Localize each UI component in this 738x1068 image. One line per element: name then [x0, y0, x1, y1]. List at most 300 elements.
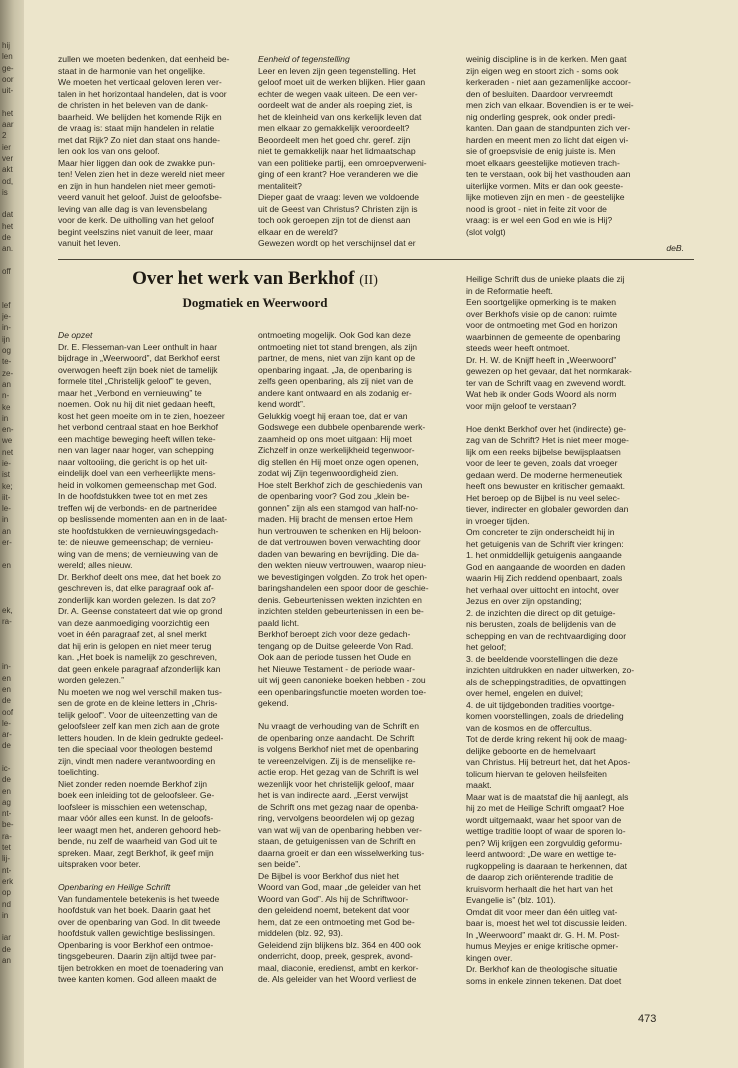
strip-fragment	[2, 289, 22, 300]
article-title-text: Over het werk van Berkhof	[132, 268, 355, 289]
text-line: weinig discipline is in de kerken. Men gaat	[466, 54, 627, 64]
text-line: de christen in het beleven van de dank-	[58, 100, 209, 110]
strip-fragment: in	[2, 413, 9, 423]
strip-fragment	[2, 548, 22, 559]
text-line: moet elkaars geestelijke motieven trach-	[466, 157, 620, 168]
text-line: Geleidend zijn blijkens blz. 364 en 400 ook	[258, 939, 421, 950]
text-line: tingsgebeuren. Daarin zijn altijd twee par-	[58, 951, 217, 961]
text-line: de openbaring onze aandacht. De Schrift	[258, 732, 415, 743]
text-line: het verhaal over uittocht en intocht, over	[466, 584, 619, 595]
text-line: wettige traditie loopt of waar de sporen lo-	[466, 826, 626, 836]
text-line: op beslissende momenten aan en in de laat-	[58, 514, 228, 524]
strip-fragment: de	[2, 696, 11, 706]
text-line: Openbaring is voor Berkhof een ontmoe-	[58, 939, 214, 950]
text-line: 4. de uit tijdgebonden tradities voortge-	[466, 699, 615, 710]
text-line: kruisvorm herhaalt die het hart van het	[466, 883, 613, 894]
text-line: te vereenzelvigen. Zij is de menselijke re-	[258, 755, 416, 766]
text-line: echter de wegen vaak uiteen. De een ver-	[258, 88, 418, 99]
text-line: we bevestigingen volgden. Zo trok het open-	[258, 571, 428, 582]
top-column-1	[58, 54, 258, 250]
strip-fragment: het	[2, 108, 14, 118]
text-line: zaamheid op ons moet uitgaan: Hij moet	[258, 433, 412, 444]
strip-fragment	[2, 650, 22, 661]
text-line: het getuigenis van de Schrift vier kringen:	[466, 538, 624, 549]
text-line: maar het „Verbond en vernieuwing” te	[58, 387, 202, 398]
strip-fragment: le-	[2, 504, 11, 514]
text-line: Van fundamentele betekenis is het tweede	[58, 893, 220, 904]
strip-fragment: ra-	[2, 617, 12, 627]
text-line: actie erop. Het gezag van de Schrift is wel	[258, 767, 419, 777]
strip-fragment: ic-	[2, 764, 11, 773]
text-line: ring, vervolgens beoordelen wij op gezag	[258, 813, 415, 823]
text-line: waarin Hij Zich reddend openbaart, zoals	[466, 573, 623, 583]
text-line: het verbond centraal staat en hoe Berkhof	[58, 422, 219, 432]
strip-fragment: op	[2, 888, 11, 898]
text-line: naar voltooiing, die gericht is op het uit-	[58, 456, 208, 467]
text-line: in de Reformatie heeft.	[466, 285, 553, 296]
text-line: humus Meyjes er enige kritische opmer-	[466, 941, 619, 951]
text-line: elkaar en de wereld?	[258, 226, 338, 237]
strip-fragment: ier	[2, 142, 11, 152]
text-line: maal, diaconie, eredienst, ambt en kerkor-	[258, 962, 419, 973]
text-line: veerd vanuit het geloof. Juist de geloofsbe-	[58, 192, 222, 202]
text-line: geloofsleer zelf kan men zich aan de grote	[58, 721, 220, 731]
text-line: mentaliteit?	[258, 180, 302, 191]
page-number: 473	[638, 1013, 657, 1025]
text-line: maakt.	[466, 780, 492, 790]
text-line: van wat wij van de openbaring hebben ver-	[258, 824, 422, 835]
strip-fragment: le-	[2, 718, 11, 728]
text-line: Het beroep op de Bijbel is nu veel selec-	[466, 492, 620, 503]
strip-fragment: ke;	[2, 481, 13, 491]
strip-fragment: akt	[2, 165, 13, 175]
strip-fragment	[2, 627, 22, 638]
text-line: lijk om een reeks bijbelse bewijsplaatsen	[466, 446, 621, 457]
text-line: openbaring ingaat. „Ja, de openbaring is	[258, 364, 412, 375]
text-line: Gelukkig voegt hij eraan toe, dat er van	[258, 410, 408, 421]
text-line: andere kant ontwaard en als zodanig er-	[258, 387, 412, 398]
strip-fragment: erk	[2, 876, 14, 886]
text-line: gewezen op het gevaar, dat het normkarak-	[466, 366, 632, 376]
text-line: voet in één paragraaf zet, al snel merkt	[58, 629, 207, 639]
text-line: het Nieuwe Testament - de periode waar-	[258, 663, 415, 674]
text-line: oordeelt wat de ander als roeping ziet, is	[258, 100, 413, 110]
text-line: over de openbaring van God. In dit tweede	[58, 916, 221, 927]
strip-fragment: in	[2, 910, 9, 920]
text-line: Evangelie is” (blz. 101).	[466, 895, 556, 905]
text-line: ontmoeting mogelijk. Ook God kan deze	[258, 330, 411, 340]
article-column-2	[258, 330, 458, 986]
text-line: met dat Rijk? Zo niet dan staat ons hande-	[58, 134, 220, 145]
strip-fragment: en	[2, 786, 11, 796]
text-line: geloof moet uit de werken blijken. Hier gaan	[258, 77, 426, 87]
strip-fragment: ie-	[2, 458, 11, 468]
strip-fragment: an	[2, 956, 11, 966]
text-line: bende, nu zelf de waarheid van God uit te	[58, 836, 218, 846]
strip-fragment: en	[2, 560, 11, 570]
text-line: zijn eigen weg en stoort zich - soms ook	[466, 65, 619, 76]
text-line: daarna groeit er dan een wisselwerking tus-	[258, 847, 425, 858]
text-line: Jezus en over zijn opstanding;	[466, 596, 582, 606]
text-line: heid in volkomen gemeenschap met God.	[58, 479, 217, 490]
text-line: men zich van elkaar. Bovendien is er te wei-	[466, 100, 634, 110]
text-line: staan, de getuigenissen van de Schrift en	[258, 836, 416, 846]
text-line: voor de ontmoeting met God en horizon	[466, 320, 618, 330]
text-line: delijke geboorte en de hemelvaart	[466, 745, 596, 756]
text-line: Zichzelf in onze werkelijkheid tegenwoor-	[258, 445, 415, 455]
strip-fragment	[2, 582, 22, 593]
text-line: geschreven is, dat elke paragraaf ook af-	[58, 583, 214, 593]
strip-fragment: nt-	[2, 865, 12, 875]
text-line: nig onderling gesprek, ook onder predi-	[466, 111, 616, 122]
strip-fragment: de	[2, 741, 11, 751]
top-column-3	[466, 54, 684, 238]
text-line: Woord van God”. Als hij de Schriftwoor-	[258, 893, 409, 904]
strip-fragment: ver	[2, 153, 14, 163]
article-subtitle: Dogmatiek en Weerwoord	[182, 295, 328, 310]
text-line: maar vóór alles een kunst. In de geloofs-	[58, 813, 214, 823]
text-line: van Christus. Hij betreurt het, dat het Apos-	[466, 757, 631, 767]
text-line: Maar wat is de maatstaf die hij aanlegt, als	[466, 791, 629, 802]
strip-fragment	[2, 571, 22, 582]
text-line: paald licht.	[258, 617, 300, 628]
text-line: rugkoppeling is daaraan te herkennen, dat	[466, 860, 628, 871]
text-line: Gewezen wordt op het verschijnsel dat er	[258, 238, 416, 248]
text-line: het de kleinheid van ons kerkelijk leven dat	[258, 111, 422, 122]
strip-fragment: in-	[2, 323, 11, 333]
text-line: ten te verstaan, ook bij het vasthouden aan	[466, 169, 631, 179]
text-line: leving van alle dag is van levensbelang	[58, 203, 208, 214]
strip-fragment: ra-	[2, 831, 12, 841]
text-line: len ook los van ons geloof.	[58, 146, 160, 156]
text-line: uit de Geest van Christus? Christen zijn is	[258, 203, 418, 214]
strip-fragment: 2	[2, 131, 7, 141]
text-line: kingen over.	[466, 952, 513, 963]
strip-fragment: en	[2, 673, 11, 683]
text-line: formele titel „Christelijk geloof” te geven,	[58, 376, 212, 386]
text-line: 3. de beeldende voorstellingen die deze	[466, 653, 618, 664]
text-line: Dr. H. W. de Knijff heeft in „Weerwoord”	[466, 354, 617, 365]
text-line: Woord van God, maar „de geleider van het	[258, 882, 421, 892]
text-line: sen de grote en de kleine letters in „Chris-	[58, 698, 218, 708]
text-line: dat hij erin is gelopen en niet meer terug	[58, 640, 212, 651]
strip-fragment	[2, 639, 22, 650]
text-line: komen voorstellingen, zoals de driedeling	[466, 711, 624, 721]
text-line: de dat vertrouwen boven verwachting door	[258, 537, 421, 547]
text-line: denis. Gebeurtenissen wekten inzichten en	[258, 594, 422, 605]
text-line: Dr. Berkhof deelt ons mee, dat het boek zo	[58, 571, 221, 582]
strip-fragment: aar	[2, 120, 14, 130]
strip-fragment	[2, 255, 22, 266]
text-line: nen van lager naar hoger, van schepping	[58, 445, 214, 455]
strip-fragment: lef	[2, 300, 11, 310]
strip-fragment: tet	[2, 843, 11, 853]
text-line: de vraag is: staat mijn handelen in relatie	[58, 123, 215, 133]
text-line: leer waagt men het, anderen gehoord heb-	[58, 824, 221, 835]
text-line: Een soortgelijke opmerking is te maken	[466, 297, 616, 307]
strip-fragment: ek,	[2, 605, 13, 615]
strip-fragment: hij	[2, 41, 11, 50]
text-line: inzichten uitdrukken en nader uitwerken, zo-	[466, 665, 635, 675]
text-line: ste hoofdstukken de vernieuwingsgedach-	[58, 525, 219, 536]
strip-fragment: oor	[2, 74, 14, 84]
text-line: nood is groot - niet in feite zit voor de	[466, 203, 607, 214]
strip-fragment: je-	[2, 312, 11, 322]
text-line: eindelijk doel van een verheerlijkte mens-	[58, 468, 216, 478]
text-line: toch ook geroepen zijn tot de dienst aan	[258, 215, 411, 225]
strip-fragment: ke	[2, 402, 11, 412]
strip-fragment: og	[2, 346, 11, 356]
strip-fragment: het	[2, 221, 14, 231]
strip-fragment: len	[2, 52, 13, 62]
article-column-3	[466, 274, 684, 987]
text-line: zag van de Schrift? Het is niet meer moge-	[466, 435, 629, 445]
strip-fragment: dat	[2, 210, 14, 220]
text-line: als de scheppingstradities, de opvattingen	[466, 676, 627, 687]
strip-fragment: net	[2, 447, 14, 457]
strip-fragment: lij-	[2, 854, 10, 864]
text-line: de Schrift ons met gezag naar de openba-	[258, 801, 419, 812]
strip-fragment: er-	[2, 538, 12, 548]
text-line: de. Als geleider van het Woord verliest de	[258, 974, 417, 984]
text-line: Berkhof beroept zich voor deze gedach-	[258, 629, 411, 639]
text-line: van de kosmos en de offercultus.	[466, 722, 592, 733]
text-line: pen? Wij krijgen een zorgvuldig geformu-	[466, 837, 623, 848]
text-line: en zijn in hun handelen niet meer gemoti-	[58, 180, 216, 191]
text-line: zullen we moeten bedenken, dat eenheid be-	[58, 54, 230, 64]
text-line: staat in de harmonie van het ongelijke.	[58, 65, 206, 76]
text-line: een openbaringsfunctie moeten worden toe-	[258, 686, 427, 697]
text-line: vanuit het leven.	[58, 238, 121, 248]
text-line: soms in enkele zinnen tekenen. Dat doet	[466, 975, 622, 986]
text-line: 1. het onmiddellijk getuigenis aangaande	[466, 550, 622, 560]
text-line: We moeten het verticaal geloven leren ver-	[58, 77, 222, 87]
text-line: ter van de Schrift vaag en zwevend wordt.	[466, 377, 627, 388]
strip-fragment: oof	[2, 707, 14, 717]
strip-fragment	[2, 198, 22, 209]
text-line: daden van bewaring en bevrijding. Die da-	[258, 548, 419, 559]
text-line	[58, 871, 258, 883]
text-line: gekend.	[258, 698, 289, 708]
text-line: het is van indirecte aard. „Eerst verwijst	[258, 790, 408, 800]
text-line: Nu moeten we nog wel verschil maken tus-	[58, 686, 222, 697]
text-line: nis berusten, zoals de belijdenis van de	[466, 619, 617, 629]
text-line: den of besluiten. Daardoor vervreemdt	[466, 88, 613, 99]
strip-fragment: an	[2, 379, 11, 389]
text-line: is volgens Berkhof niet met de openbaring	[258, 744, 419, 754]
strip-fragment: ar-	[2, 730, 12, 740]
text-line: Heilige Schrift dus de unieke plaats die zij	[466, 274, 625, 284]
text-line: noemen. Ook nu hij dit niet gedaan heeft,	[58, 399, 216, 409]
text-line: Hoe stelt Berkhof zich de geschiedenis van	[258, 479, 423, 490]
strip-fragment: te-	[2, 357, 12, 367]
text-line: (slot volgt)	[466, 226, 506, 237]
text-line: God en aangaande de woorden en daden	[466, 561, 626, 572]
text-line: worden gelezen.”	[58, 675, 124, 685]
strip-fragment: ijn	[2, 334, 11, 344]
article-column-1	[58, 330, 258, 986]
text-line: heeft ons bewuster en kritischer gemaakt.	[466, 481, 626, 491]
text-line: Hoe denkt Berkhof over het (indirecte) ge-	[466, 423, 627, 434]
text-line: overwogen heeft zijn boek niet de tamelijk	[58, 364, 218, 375]
text-line: De Bijbel is voor Berkhof dus niet het	[258, 870, 399, 881]
text-line: kanten. Dan gaan de standpunten zich ver-	[466, 123, 631, 133]
text-line: ontmoeting niet tot stand brengen, als zijn	[258, 341, 418, 352]
text-line: dat geen enkele paragraaf afzonderlijk kan	[58, 663, 221, 674]
text-line: hun vertrouwen te schenken en Hij beloon-	[258, 525, 422, 536]
strip-fragment: in-	[2, 662, 11, 672]
section-divider	[58, 259, 694, 260]
strip-fragment	[2, 277, 22, 288]
text-line: sen beide”.	[258, 859, 301, 869]
text-line: Nu vraagt de verhouding van de Schrift en	[258, 721, 419, 731]
text-line: Ook aan de periode tussen het Oude en	[258, 652, 411, 662]
text-line: tiever, indirecter en globaler geworden dan	[466, 504, 629, 514]
text-line: in vroeger tijden.	[466, 515, 530, 526]
text-line: voor de leer te geven, zoals dat vroeger	[466, 458, 618, 468]
text-line: onderricht, doop, preek, gesprek, avond-	[258, 951, 413, 961]
text-line: bijdrage in „Weerwoord”, dat Berkhof eerst	[58, 353, 220, 363]
text-line: lijke motieven zijn en men - de geestelijke	[466, 192, 625, 202]
text-line: ten die speciaal voor theologen bestemd	[58, 744, 213, 754]
text-line	[466, 412, 684, 424]
text-line: Maar hier liggen dan ook de zwakke pun-	[58, 157, 216, 168]
text-line: over hemel, engelen en duivel;	[466, 688, 584, 698]
text-line: Openbaring en Heilige Schrift	[58, 882, 171, 892]
text-line: de daarop zich oriënterende traditie de	[466, 872, 614, 882]
text-line: spreken. Maar, zegt Berkhof, ik geef mijn	[58, 847, 214, 858]
text-line: talen in het horizontaal handelen, dat is voor	[58, 88, 227, 99]
strip-fragment: iit-	[2, 492, 11, 502]
text-line: treffen wij de verbonds- en de partneridee	[58, 502, 217, 513]
text-line: gonnen” zijn als een stamgod van half-no-	[258, 502, 419, 513]
text-line: Omdat dit voor meer dan één uitleg vat-	[466, 906, 618, 917]
text-line: over Berkhofs visie op de canon: ruimte	[466, 308, 617, 319]
text-line: hoofdstuk vallen gewichtige beslissingen.	[58, 928, 216, 938]
left-page-strip	[2, 40, 22, 966]
strip-fragment: an.	[2, 244, 14, 254]
text-line: kerkeraden - niet aan gezamenlijke accoor-	[466, 77, 631, 87]
text-line: kost het geen moeite om in te zien, hoezeer	[58, 410, 225, 421]
text-line: zodat wij Zijn tegenwoordigheid zien.	[258, 468, 399, 478]
text-line: te: de nieuwe gemeenschap; de vernieu-	[58, 537, 214, 547]
article-title	[58, 268, 452, 290]
text-line: Leer en leven zijn geen tegenstelling. Het	[258, 65, 416, 76]
text-line: kan. „Het boek is namelijk zo geschreven,	[58, 652, 218, 662]
text-line: harden en meent men zo licht dat eigen vi-	[466, 134, 629, 145]
strip-fragment	[2, 96, 22, 107]
text-line: uitspraken voor beter.	[58, 859, 141, 869]
text-line: sie of groepsvisie de enig juiste is. Men	[466, 146, 616, 156]
strip-fragment: in	[2, 515, 9, 525]
text-line: zijn, vindt men nadere verantwoording en	[58, 755, 216, 766]
text-line: tengang op de Duitse geleerde Von Rad.	[258, 640, 414, 651]
text-line: In „Weerwoord” maakt dr. G. H. M. Post-	[466, 929, 620, 940]
text-line: Dieper gaat de vraag: leven we voldoende	[258, 192, 420, 202]
text-line: toelichting.	[58, 767, 100, 777]
text-line: Tot de derde kring rekent hij ook de maag-	[466, 734, 627, 744]
text-line: waarbinnen de gemeente de openbaring	[466, 331, 621, 342]
text-line: Om concreter te zijn onderscheidt hij in	[466, 527, 615, 537]
text-line: van een politieke partij, een omroepverweni-	[258, 157, 427, 168]
text-line: tolicum hiervan te geloven heilsfeiten	[466, 768, 607, 779]
text-line: letters houden. In de klein gedrukte gedeel-	[58, 732, 224, 743]
text-line: vraag: is er wel een God en wie is Hij?	[466, 215, 613, 225]
text-line: den geleidend noemt, betekent dat voor	[258, 905, 410, 915]
text-line: men elkaar zo gemakkelijk veroordeelt?	[258, 123, 410, 133]
text-line: hem, dat ze een ontmoeting met God be-	[258, 916, 415, 927]
strip-fragment: ist	[2, 470, 10, 480]
text-line: het geloof;	[466, 642, 507, 652]
text-line: leerd antwoord: „De ware en wettige te-	[466, 849, 617, 859]
top-column-2	[258, 54, 462, 250]
text-line: baringshandelen een spoor door de geschie-	[258, 583, 429, 593]
text-line: steeds weer heeft ontmoet.	[466, 343, 570, 353]
text-line: zelfs geen openbaring, als zij niet van de	[258, 376, 414, 386]
text-line: ging of een krant? Hoe veranderen we die	[258, 169, 419, 179]
strip-fragment	[2, 752, 22, 763]
strip-fragment: be-	[2, 820, 14, 830]
text-line: wordt uitgemaakt, waar het spoor van de	[466, 814, 622, 825]
text-line: dig stellen én Hij moet onze ogen openen,	[258, 456, 419, 467]
strip-fragment: an	[2, 526, 11, 536]
text-line: Niet zonder reden noemde Berkhof zijn	[58, 778, 208, 789]
text-line: wezenlijk voor het christelijk geloof, maar	[258, 778, 415, 789]
text-line: van deze aanmoediging voorzichtig een	[58, 617, 210, 628]
text-line: ten! Velen zien het in deze wereld niet meer	[58, 169, 225, 179]
text-line: inzichten stelden gebeurtenissen in een be-	[258, 606, 424, 616]
text-line: voor de kerk. De uitholling van het geloof	[58, 215, 214, 225]
strip-fragment: od,	[2, 176, 14, 186]
text-line: schepping en van de rechtvaardiging door	[466, 630, 627, 641]
top-signature: deB.	[666, 243, 684, 253]
strip-fragment: ge-	[2, 63, 14, 73]
strip-fragment	[2, 594, 22, 605]
text-line: hij zo met de Heilige Schrift omgaat? Hoe	[466, 803, 625, 813]
strip-fragment: de	[2, 775, 11, 785]
text-line: niet te gemakkelijk naar het lidmaatschap	[258, 146, 416, 156]
text-line: loofsleer is misschien een wetenschap,	[58, 801, 208, 812]
text-line: baarheid. We belijden het komende Rijk en	[58, 111, 222, 122]
text-line: uit wij geen canonieke boeken hebben - zou	[258, 675, 426, 685]
text-line: telijk geloof”. Voor de uiteenzetting van de	[58, 709, 218, 720]
strip-fragment: de	[2, 233, 11, 243]
strip-fragment: n-	[2, 391, 10, 401]
text-line: maden. Hij bracht de mensen ertoe Hem	[258, 514, 413, 524]
text-line: baar is, moest het wel tot discussie leiden.	[466, 918, 627, 928]
text-line: wereld; alles nieuw.	[58, 560, 133, 570]
strip-fragment: nd	[2, 899, 11, 909]
text-line: De opzet	[58, 330, 93, 340]
strip-fragment: off	[2, 266, 11, 276]
text-line: twee kanten komen. God alleen maakt de	[58, 974, 217, 984]
strip-fragment: we	[2, 436, 13, 446]
text-line: middelen (blz. 92, 93).	[258, 928, 344, 938]
text-line: zonderlijk kan worden gelezen. Is dat zo?	[58, 594, 216, 605]
text-line	[258, 710, 458, 722]
strip-fragment: ze-	[2, 368, 14, 378]
strip-fragment: de	[2, 944, 11, 954]
strip-fragment: iar	[2, 933, 11, 943]
text-line: wing van de mens; de vernieuwing van de	[58, 548, 219, 559]
text-line: kend wordt”.	[258, 399, 306, 409]
text-line: hoofdstuk van het boek. Daarin gaat het	[58, 905, 211, 915]
strip-fragment: uit-	[2, 86, 14, 96]
strip-fragment: is	[2, 187, 8, 197]
strip-fragment: en-	[2, 425, 14, 435]
strip-fragment: nt-	[2, 809, 12, 819]
text-line: een machtige beweging heeft willen teke-	[58, 433, 216, 444]
